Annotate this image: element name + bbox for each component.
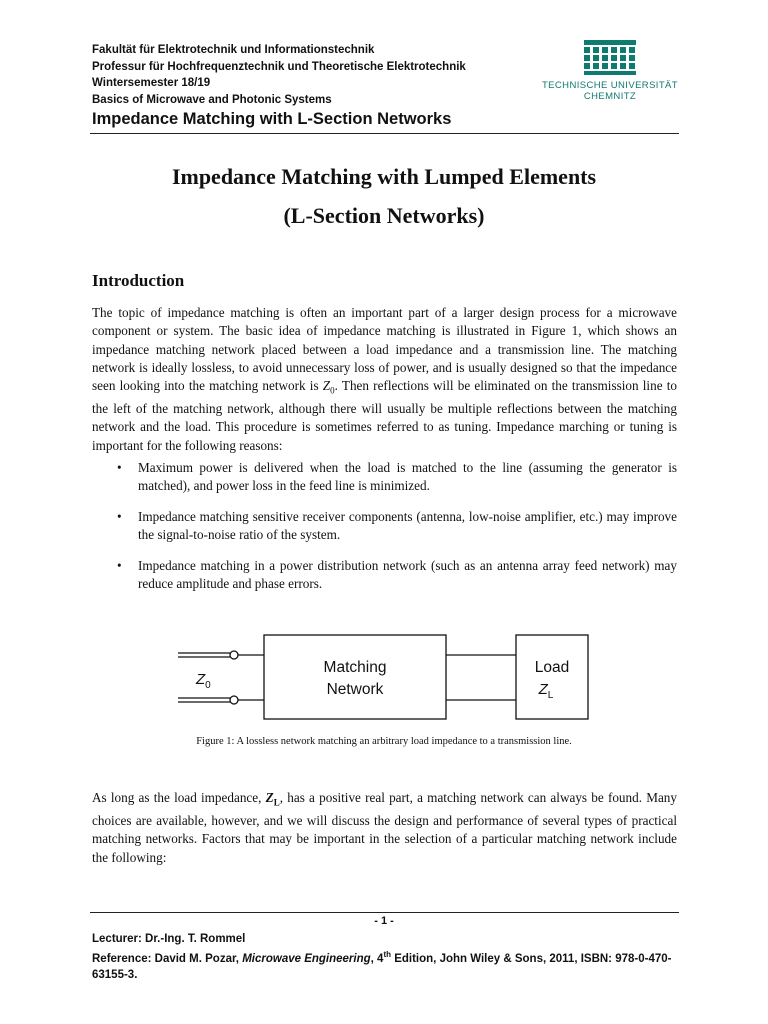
matching-label-2: Network <box>326 681 384 698</box>
matching-network-box <box>264 635 446 719</box>
professorship-line: Professur für Hochfrequenztechnik und Theoretische Elektrotechnik <box>92 60 466 73</box>
page-number: - 1 - <box>374 915 394 927</box>
intro-paragraph: The topic of impedance matching is often an important part of a larger design process for a microwave component or system. The basic idea of impedance matching is illustrated in Figure 1, which shows an impedance matching network placed between a load impedance and a transmission line. The matching network is ideally lossless, to avoid unnecessary loss of power, and is usually designed so that the impedance seen looking into the matching network is $Z_0$. Then reflections will be eliminated on the transmission line to the left of the matching network, although there will usually be multiple reflections between the matching network and the load. This procedure is sometimes referred to as tuning. Impedance marching or tuning is important for the following reasons: <box>92 305 677 453</box>
header-title: Impedance Matching with L-Section Networks <box>92 110 452 128</box>
faculty-line: Fakultät für Elektrotechnik und Informationstechnik <box>92 44 375 56</box>
matching-network-diagram <box>170 628 610 728</box>
lecturer-line: Lecturer: Dr.-Ing. T. Rommel <box>92 933 246 945</box>
university-logo-text: TECHNISCHE UNIVERSITÄT CHEMNITZ <box>541 80 678 102</box>
document-subtitle: (L-Section Networks) <box>283 203 485 228</box>
bullet-marker: • <box>117 460 122 475</box>
document-title: Impedance Matching with Lumped Elements <box>171 164 597 189</box>
load-box <box>516 635 588 719</box>
bullet-marker: • <box>117 558 122 573</box>
closing-paragraph: As long as the load impedance, $Z_L$, has a positive real part, a matching network can always be found. Many choices are available, however, and we will discuss the design and performance of several types of practical matching networks. Factors that may be important in the selection of a particular matching network include the following: <box>92 790 677 865</box>
semester-line: Wintersemester 18/19 <box>92 77 211 89</box>
header-rule <box>90 133 679 134</box>
source-impedance-label: $Z_0$ <box>196 671 211 691</box>
load-label: Load <box>534 659 570 676</box>
reference-line: Reference: David M. Pozar, Microwave Engineering, 4th Edition, John Wiley & Sons, 2011, ISBN: 978-0-470-63155-3. <box>92 950 672 981</box>
bullet-marker: • <box>117 509 122 524</box>
bullet-item: Impedance matching sensitive receiver components (antenna, low-noise amplifier, etc.) may improve the signal-to-noise ratio of the system. <box>138 509 677 543</box>
matching-label-1: Matching <box>323 659 387 676</box>
course-line: Basics of Microwave and Photonic Systems <box>92 93 332 106</box>
bullet-item: Maximum power is delivered when the load is matched to the line (assuming the generator is matched), and power loss in the feed line is minimized. <box>138 460 677 494</box>
load-impedance-label: $Z_L$ <box>538 681 554 701</box>
section-heading: Introduction <box>92 271 185 290</box>
footer-rule <box>90 912 679 913</box>
figure-caption: Figure 1: A lossless network matching an arbitrary load impedance to a transmission line. <box>196 736 572 747</box>
bullet-item: Impedance matching in a power distribution network (such as an antenna array feed network) may reduce amplitude and phase errors. <box>138 558 677 592</box>
